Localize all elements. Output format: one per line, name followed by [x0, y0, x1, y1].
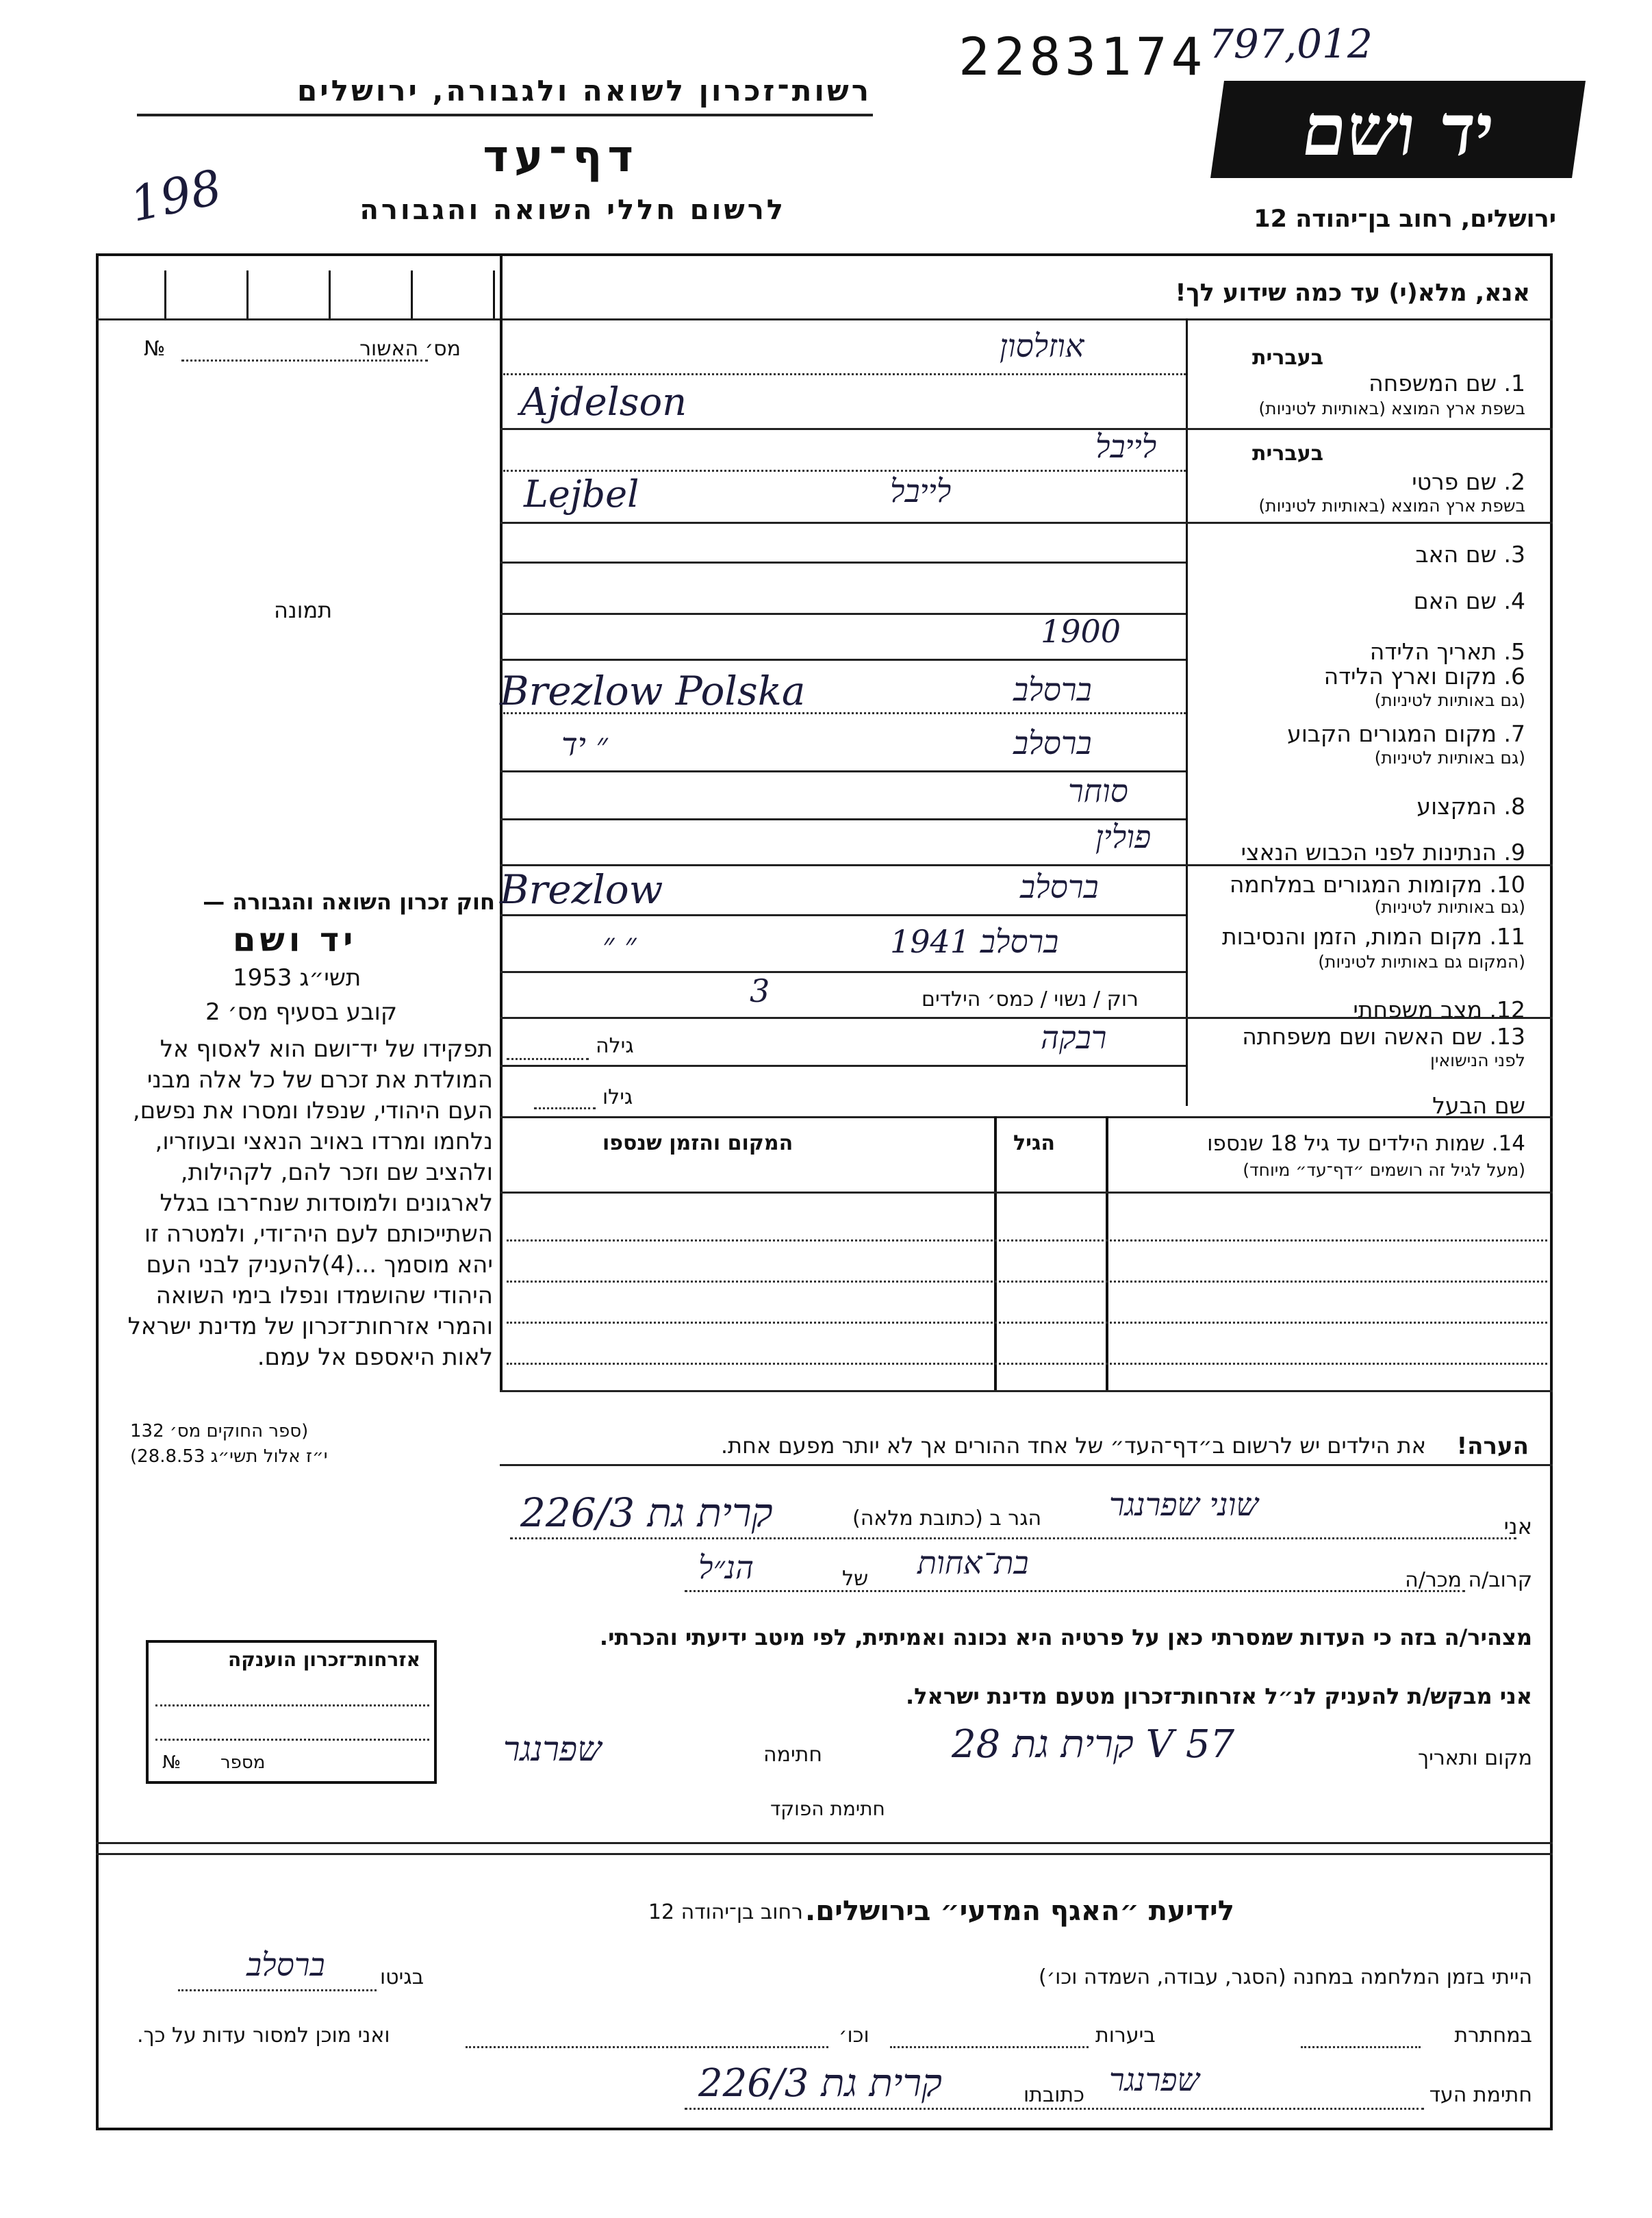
children-label: 14. שמות הילדים עד גיל 18 שנספו [1207, 1131, 1525, 1156]
citizenship-line-1 [155, 1704, 429, 1706]
footer-title: לידיעת ״האגף המדעי״ בירושלים. [805, 1895, 1234, 1927]
declarant-name: שוני שפרנגר [1109, 1486, 1258, 1523]
field-4-label: 4. שם האם [1413, 588, 1525, 614]
children-col-place: המקום והזמן שנספו [602, 1131, 793, 1155]
forests-line [890, 2046, 1089, 2048]
place-date-label: מקום ותאריך [1418, 1746, 1532, 1770]
field-13-sub: לפני הנישואין [1430, 1050, 1525, 1070]
ghetto-value: ברסלב [246, 1946, 325, 1983]
field-12-options: רוק / נשוי / כמס׳ הילדים [922, 987, 1139, 1011]
children-header-line [500, 1192, 1553, 1194]
declarant-line [510, 1537, 1516, 1539]
form-title: דף־עד [483, 131, 639, 182]
field-2-latin-value: Lejbel [524, 472, 639, 516]
footer-separator-1 [96, 1842, 1553, 1844]
field-10-label: 10. מקומות המגורים במלחמה [1229, 871, 1525, 898]
his-age-label: גילו [602, 1085, 633, 1109]
willing-text: ואני מוכן למסור עדות על כך. [137, 2024, 390, 2047]
tick-5 [493, 270, 495, 318]
children-col-divider-2 [1106, 1116, 1108, 1390]
ghetto-line [178, 1989, 377, 1991]
request-text: אני מבקש/ת להעניק לנ״ל אזרחות־זכרון מטעם מדינת ישראל. [906, 1683, 1532, 1709]
field-6-latin-value: Brezlow Polska [500, 668, 806, 714]
field-7-ditto: ״ יד [561, 726, 608, 763]
field-10-hebrew-value: ברסלב [1020, 868, 1099, 905]
tick-4 [411, 270, 413, 318]
relation-value: בת־אחות [917, 1544, 1029, 1581]
approval-no: № [144, 337, 166, 361]
heb-tag-1: בעברית [1252, 346, 1323, 370]
officer-signature-label: חתימת הפוקד [770, 1798, 885, 1820]
field-2-bottom [500, 522, 1553, 524]
his-age-line [534, 1107, 596, 1109]
field-6-line [503, 712, 1186, 714]
field-12-line [500, 1017, 1553, 1019]
underground-label: במחתרת [1454, 2024, 1532, 2047]
field-8-line [500, 818, 1186, 820]
footer-address: רחוב בן־יהודה 12 [648, 1900, 803, 1924]
her-age-line [507, 1058, 589, 1060]
field-11-ditto: ״ ״ [602, 926, 637, 963]
intro-text: אנא, מלא(י) עד כמה שידוע לך! [1175, 279, 1530, 307]
etc-label: וכו׳ [839, 2024, 869, 2047]
field-6-sub: (גם באותיות לטיניות) [1374, 690, 1525, 710]
citizenship-no: № [162, 1752, 181, 1773]
law-year: תשי״ג 1953 [233, 964, 361, 992]
footer-separator-2 [96, 1853, 1553, 1855]
field-10-line [500, 914, 1186, 916]
citizenship-number: מספר [220, 1752, 266, 1773]
ghetto-label: בגיטו [380, 1965, 424, 1989]
law-ref-2: י״ז אלול תשי״ג 28.8.53) [130, 1446, 328, 1467]
field-1-sub: בשפת ארץ המוצא (באותיות לטיניות) [1258, 399, 1525, 418]
declarant-lives: הגר ב (כתובת מלאה) [852, 1507, 1042, 1530]
her-age-label: גילה [596, 1034, 634, 1058]
field-11-line [500, 971, 1186, 973]
husband-label: שם הבעל [1432, 1092, 1525, 1119]
children-sub: (מעל לגיל זה רושמים ״דף־עד״ מיוחד) [1243, 1160, 1525, 1180]
witness-address-label: כתובתו [1024, 2083, 1084, 2107]
field-3-label: 3. שם האב [1415, 541, 1525, 568]
note-bottom [500, 1464, 1553, 1466]
forests-label: ביערות [1095, 2024, 1156, 2047]
approval-line [181, 360, 428, 362]
handwritten-margin-number: 198 [125, 159, 227, 233]
declaration-text: מצהיר/ה בזה כי העדות שמסרתי כאן על פרטיה היא נכונה ואמיתית, לפי מיטב ידיעתי והכרתי. [599, 1624, 1532, 1650]
field-6-label: 6. מקום וארץ הלידה [1323, 663, 1525, 690]
witness-line [685, 2108, 1424, 2110]
footer-line-1: הייתי בזמן המלחמה במחנה (הסגר, עבודה, השמדה וכו׳) [1038, 1965, 1532, 1989]
field-7-hebrew-value: ברסלב [1013, 724, 1092, 761]
field-2-sub: בשפת ארץ המוצא (באותיות לטיניות) [1258, 496, 1525, 516]
field-13-line [500, 1065, 1186, 1067]
top-strip-bottom [96, 318, 1553, 320]
field-1-line [503, 373, 1186, 375]
authority-underline [137, 114, 873, 116]
field-7-sub: (גם באותיות לטיניות) [1374, 748, 1525, 768]
divider-left-panel [500, 253, 503, 1390]
husband-line [500, 1116, 1553, 1118]
etc-line [466, 2046, 828, 2048]
field-8-label: 8. המקצוע [1416, 793, 1525, 820]
field-8-value: סוחר [1068, 772, 1128, 809]
field-11-value: ברסלב 1941 [890, 923, 1059, 960]
handwritten-doc-number: 797,012 [1208, 21, 1373, 67]
field-9-value: פולין [1095, 818, 1152, 855]
witness-label: חתימת העד [1429, 2083, 1532, 2107]
signature-label: חתימה [763, 1743, 823, 1767]
citizenship-title: אזרחות־זכרון הוענקה [228, 1648, 420, 1671]
document-number: 2283174 [958, 26, 1207, 87]
field-13-value: רבקה [1041, 1019, 1107, 1056]
note-text: את הילדים יש לרשום ב״דף־העד״ של אחד ההורים אך לא יותר מפעם אחת. [720, 1433, 1426, 1459]
citizenship-line-2 [155, 1739, 429, 1741]
heb-tag-2: בעברית [1252, 442, 1323, 466]
field-11-sub: (המקום גם באותיות לטיניות) [1318, 952, 1525, 972]
field-1-bottom [500, 428, 1553, 430]
label-column-divider [1186, 318, 1188, 1106]
field-7-label: 7. מקום המגורים הקבוע [1287, 720, 1525, 747]
address: ירושלים, רחוב בן־יהודה 12 [1254, 205, 1556, 233]
declarant-address: קרית גת 226/3 [520, 1489, 773, 1536]
law-name: יד ושם [233, 921, 357, 959]
field-2-hebrew-value: לייבל [1095, 428, 1157, 465]
of-label: של [842, 1567, 869, 1591]
field-3-line [500, 562, 1186, 564]
law-body: תפקידו של יד־ושם הוא לאסוף אל המולדת את זכרם של כל אלה מבני העם היהודי, שנפלו ומסרו את נפשם, נלחמו ומרדו באויב הנאצי ובעוזריו, ולהציב שם וזכר להם, לקהילות, לארגונים ולמוסדות שנח־רבו בגלל השתייכותם לעם היה־ודי, ולמטרה זו יהא מוסמך ...(4)להעניק לבני העם היהודי שהושמדו ונפלו בימי השואה והמרי אזרחות־זכרון של מדינת ישראל לאות היאספם אל עמם. [127, 1035, 493, 1371]
field-2-hebrew-value-2: לייבל [890, 472, 952, 509]
approval-label: מס׳ האשור [359, 337, 461, 361]
field-6-hebrew-value: ברסלב [1013, 671, 1092, 708]
field-12-label: 12. מצב משפחתי [1353, 996, 1525, 1023]
signature-value: שפרנגר [503, 1729, 602, 1769]
declarant-ani: אני [1503, 1513, 1532, 1539]
field-1-latin-value: Ajdelson [520, 380, 687, 425]
field-10-latin-value: Brezlow [500, 866, 663, 913]
children-col-age: הגיל [1013, 1131, 1055, 1155]
relative-label: קרוב/ה מכר/ה [1405, 1568, 1532, 1592]
field-1-label: 1. שם המשפחה [1369, 370, 1525, 396]
children-row-4 [507, 1363, 1547, 1365]
witness-address-value: קרית גת 226/3 [698, 2061, 942, 2106]
field-5-label: 5. תאריך הלידה [1369, 638, 1525, 665]
place-date-value: קרית גת 28 V 57 [952, 1722, 1235, 1767]
children-col-divider-1 [994, 1116, 997, 1390]
children-row-2 [507, 1281, 1547, 1283]
field-12-children: 3 [750, 972, 770, 1009]
field-2-line [503, 470, 1186, 472]
field-2-label: 2. שם פרטי [1412, 468, 1525, 495]
tick-1 [164, 270, 166, 318]
logo-lettering: יד ושם [1297, 87, 1499, 172]
photo-label: תמונה [274, 597, 333, 623]
of-value: הנ״ל [698, 1549, 754, 1586]
witness-signature: שפרנגר [1109, 2061, 1200, 2098]
law-title: חוק זכרון השואה והגבורה — [203, 889, 495, 915]
field-13-label: 13. שם האשה ושם משפחתה [1242, 1023, 1525, 1050]
field-1-hebrew-value: אוזלסון [1000, 327, 1084, 364]
yad-vashem-logo [1210, 81, 1586, 178]
children-bottom [500, 1390, 1553, 1392]
authority-name: רשות־זכרון לשואה ולגבורה, ירושלים [296, 74, 872, 108]
citizenship-box [146, 1640, 437, 1784]
tick-2 [246, 270, 249, 318]
law-clause: קובע בסעיף מס׳ 2 [205, 998, 398, 1026]
children-row-3 [507, 1322, 1547, 1324]
children-row-1 [507, 1239, 1547, 1242]
field-5-value: 1900 [1041, 613, 1121, 650]
field-5-line [500, 659, 1186, 661]
relation-line [685, 1590, 1465, 1592]
field-9-label: 9. הנתינות לפני הכבוש הנאצי [1241, 839, 1525, 866]
note-label: הערה! [1456, 1433, 1529, 1460]
tick-3 [329, 270, 331, 318]
law-ref-1: (ספר החוקים מס׳ 132 [130, 1421, 309, 1441]
field-10-sub: (גם באותיות לטיניות) [1374, 897, 1525, 917]
form-subtitle: לרשום חללי השואה והגבורה [359, 194, 786, 226]
field-11-label: 11. מקום המות, הזמן והנסיבות [1221, 923, 1525, 950]
underground-line [1301, 2046, 1421, 2048]
